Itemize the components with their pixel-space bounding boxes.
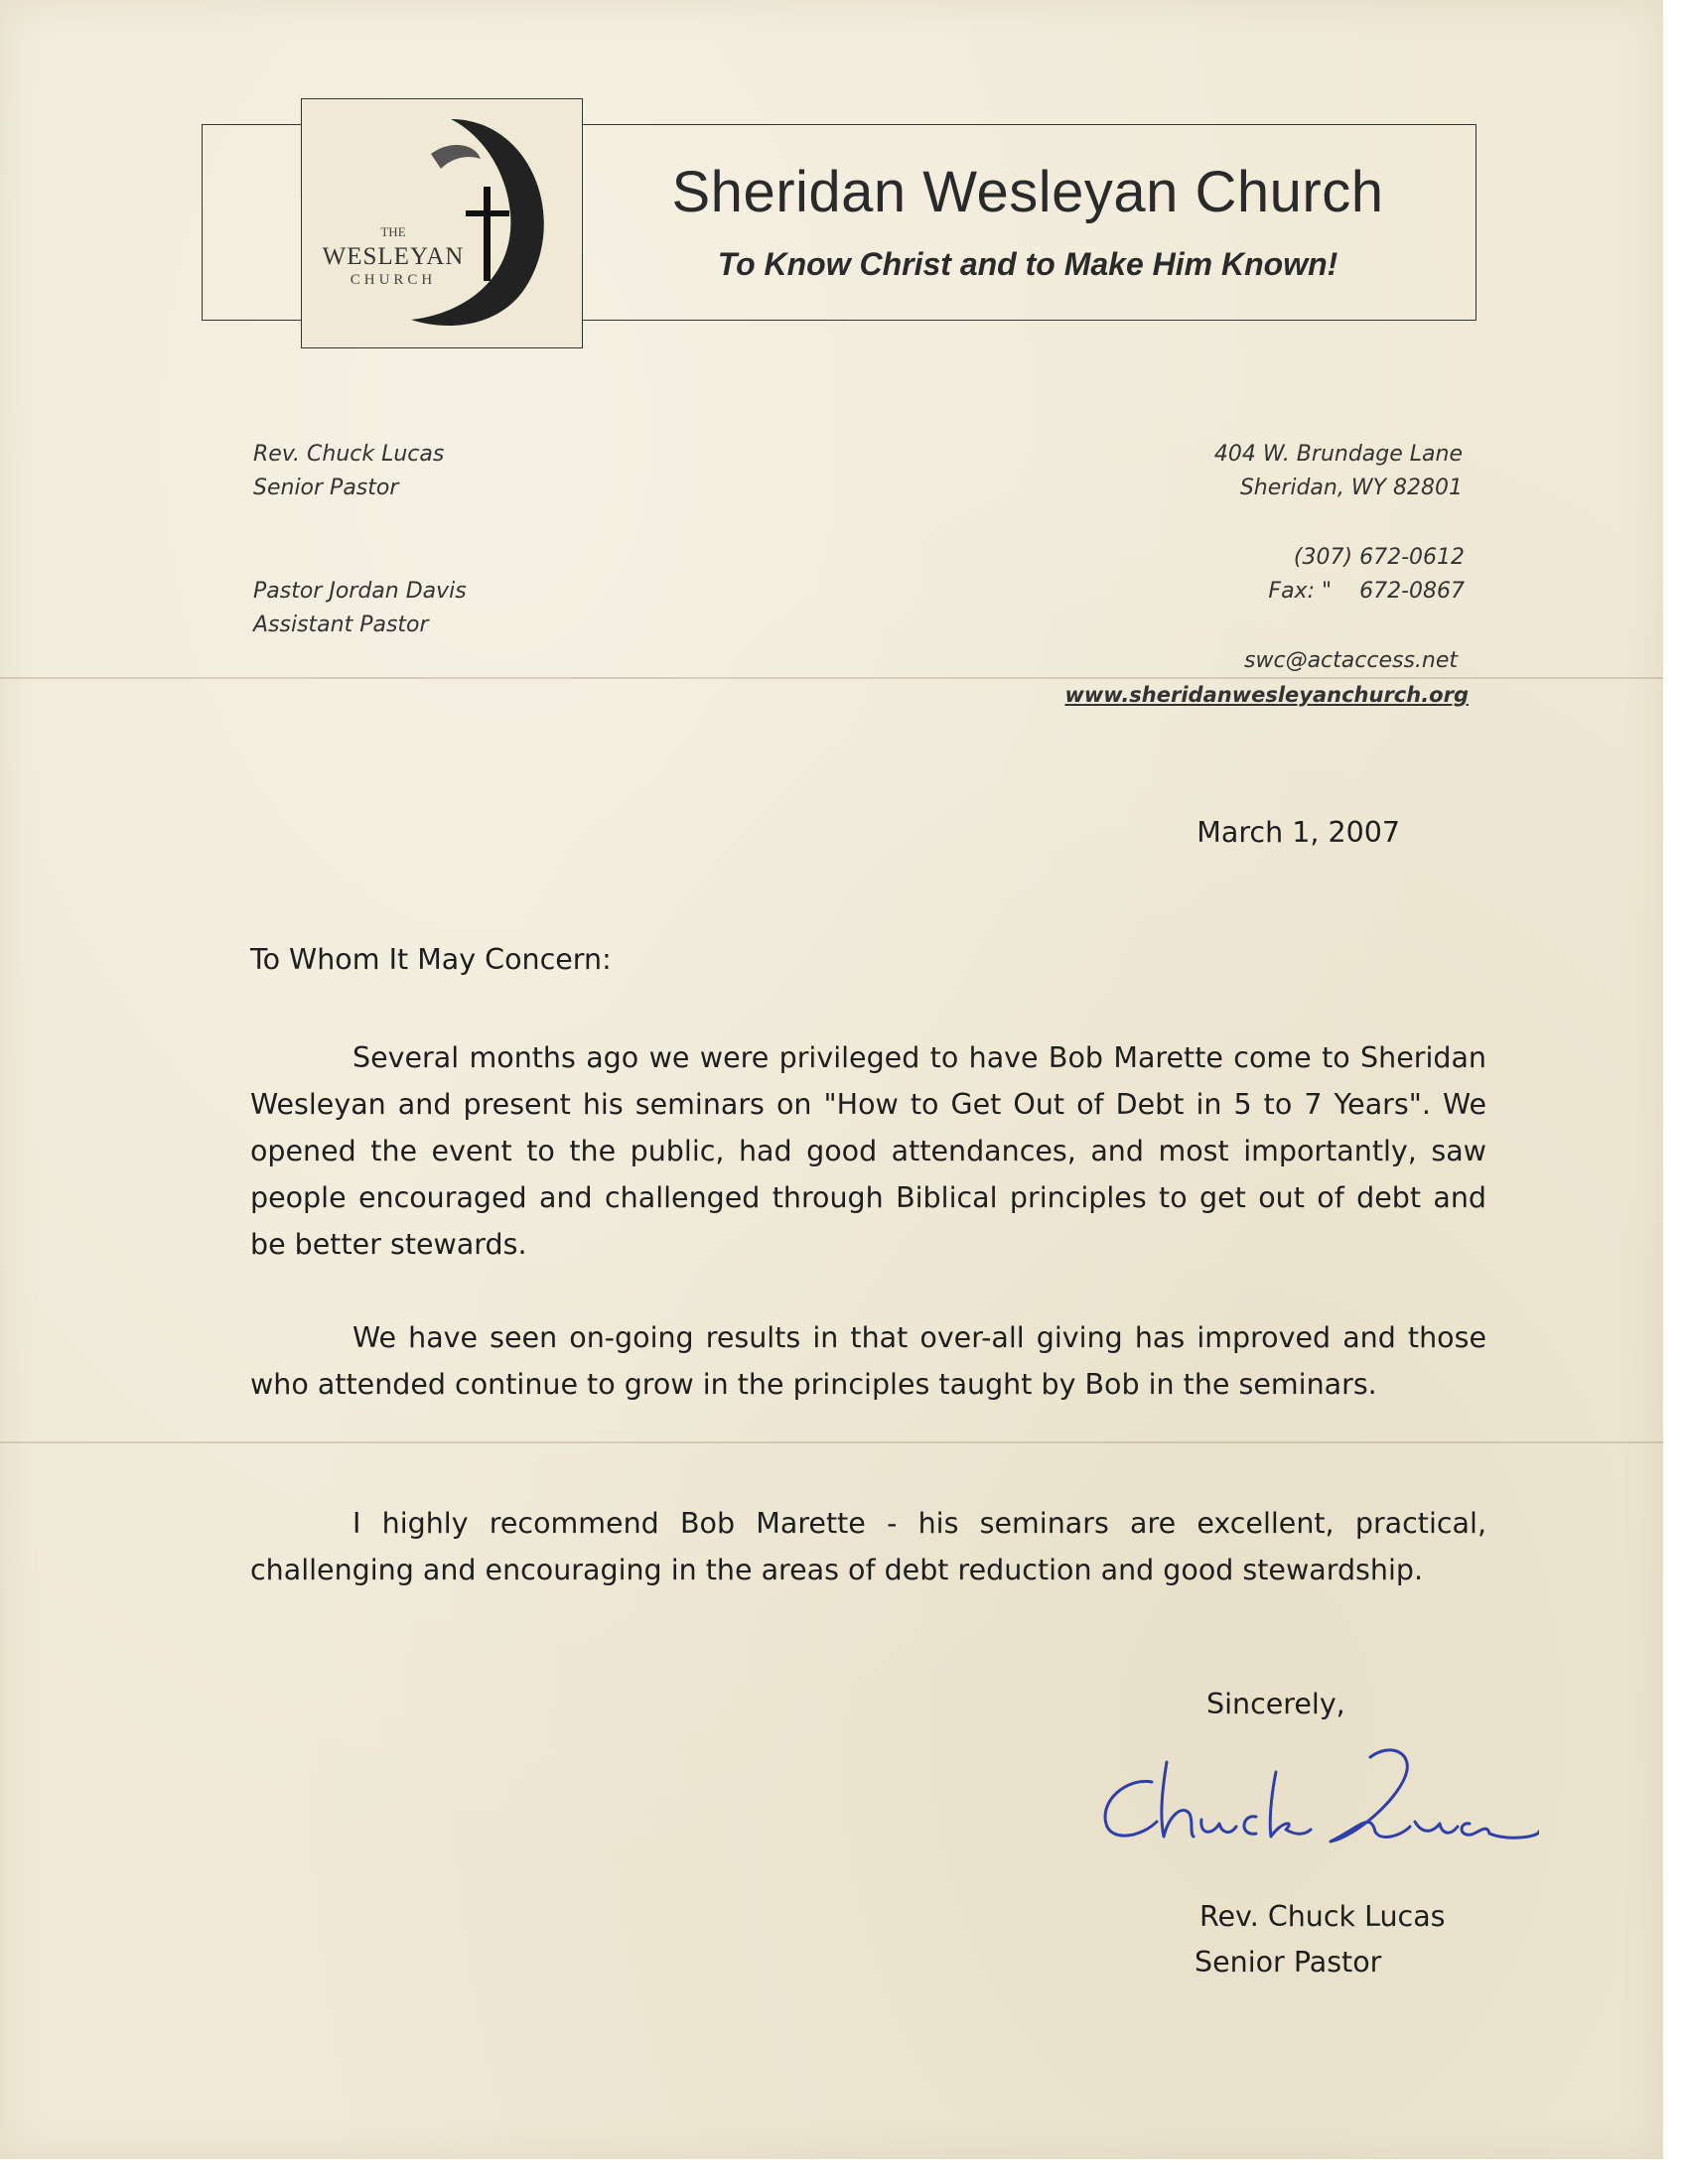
address-line-1: 404 W. Brundage Lane — [1213, 442, 1463, 467]
email-address: swc@actaccess.net — [1244, 648, 1458, 673]
phone-number: (307) 672-0612 — [1293, 545, 1465, 570]
signer-title: Senior Pastor — [1195, 1946, 1382, 1979]
wesleyan-logo-icon — [302, 99, 582, 347]
closing: Sincerely, — [1206, 1688, 1345, 1720]
staff-name: Rev. Chuck Lucas — [253, 442, 445, 467]
church-tagline: To Know Christ and to Make Him Known! — [717, 246, 1338, 282]
church-logo — [301, 98, 583, 348]
church-name: Sheridan Wesleyan Church — [671, 160, 1384, 224]
letter-date: March 1, 2007 — [1196, 816, 1400, 849]
handwritten-signature — [1072, 1742, 1539, 1871]
address-line-2: Sheridan, WY 82801 — [1239, 476, 1463, 500]
letter-paragraph-1: Several months ago we were privileged to have Bob Marette come to Sheridan Wesleyan and present his seminars on "How to Get Out of Debt in 5 to 7 Years". We opened the event to the public, had good attendances, and most importantly, saw people encouraged and challenged through Biblical principles to get out of debt and be better stewards. — [250, 1041, 1486, 1261]
staff-senior-pastor — [253, 438, 444, 505]
salutation: To Whom It May Concern: — [250, 943, 612, 976]
church-phone-block — [993, 541, 1465, 609]
website-link: www.sheridanwesleyanchurch.org — [1064, 683, 1469, 707]
logo-text-church: CHURCH — [350, 272, 437, 288]
letter-paragraph-2: We have seen on-going results in that over-all giving has improved and those who attended continue to grow in the principles taught by Bob in the seminars. — [250, 1321, 1486, 1401]
church-online — [993, 644, 1458, 678]
staff-assistant-pastor — [253, 575, 467, 642]
signer-name: Rev. Chuck Lucas — [1199, 1900, 1446, 1933]
staff-title: Senior Pastor — [253, 476, 399, 500]
fax-number: Fax: " 672-0867 — [1268, 579, 1465, 604]
letter-paragraph-3: I highly recommend Bob Marette - his seminars are excellent, practical, challenging and encouraging in the areas of debt reduction and good stewardship. — [250, 1507, 1486, 1586]
church-address — [993, 438, 1463, 505]
logo-text-wesleyan: WESLEYAN — [322, 243, 465, 270]
fold-line — [0, 1441, 1663, 1443]
staff-name: Pastor Jordan Davis — [253, 579, 467, 604]
logo-text-the: THE — [380, 224, 406, 239]
staff-title: Assistant Pastor — [253, 613, 429, 637]
